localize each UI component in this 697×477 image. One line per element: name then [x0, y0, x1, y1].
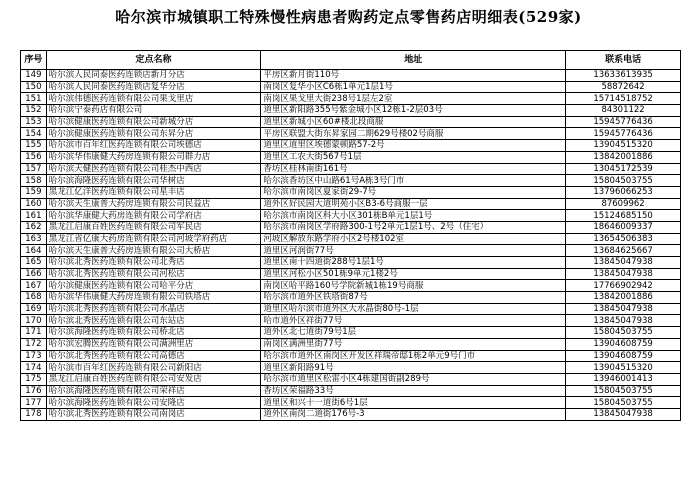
phone-number: 13796066253	[566, 186, 681, 198]
pharmacy-address: 南岗区果戈里大街238号1层左2室	[261, 93, 566, 105]
phone-number: 13845047938	[566, 408, 681, 420]
pharmacy-name: 哈尔滨北秀医药连锁有限公司北秀店	[46, 257, 261, 269]
phone-number: 13904515320	[566, 362, 681, 374]
table-row	[21, 116, 681, 128]
table-row	[21, 338, 681, 350]
phone-number: 13845047938	[566, 303, 681, 315]
row-number: 163	[21, 233, 47, 245]
row-number: 160	[21, 198, 47, 210]
pharmacy-address: 哈尔滨市道里区松雷小区4栋建国街副289号	[261, 373, 566, 385]
pharmacy-name: 哈尔滨北秀医药连锁有限公司高德店	[46, 350, 261, 362]
pharmacy-name: 哈尔滨海隆医药连锁有限公司安隆店	[46, 397, 261, 409]
phone-number: 15714518752	[566, 93, 681, 105]
pharmacy-address: 南岗区复华小区C6栋1单元1层1号	[261, 81, 566, 93]
header-phone: 联系电话	[566, 51, 681, 70]
phone-number: 13904608759	[566, 338, 681, 350]
pharmacy-address: 哈尔滨市南岗区科大小区301栋B单元1层1号	[261, 210, 566, 222]
pharmacy-name: 黑龙江省亿康大药房连锁有限公司河坡学府药店	[46, 233, 261, 245]
phone-number: 15804503755	[566, 385, 681, 397]
pharmacy-address: 道外区南岗二道街176号-3	[261, 408, 566, 420]
row-number: 156	[21, 151, 47, 163]
table-row	[21, 93, 681, 105]
pharmacy-name: 哈尔滨北秀医药连锁有限公司南岗店	[46, 408, 261, 420]
table-row	[21, 327, 681, 339]
pharmacy-address: 道里区工农大街567号1层	[261, 151, 566, 163]
pharmacy-name: 哈尔滨海隆医药连锁有限公司荣祥店	[46, 385, 261, 397]
header-name: 定点名称	[46, 51, 261, 70]
row-number: 175	[21, 373, 47, 385]
phone-number: 13684625667	[566, 245, 681, 257]
pharmacy-address: 道外区好民园大道明苑小区B3-6号商服一层	[261, 198, 566, 210]
table-row	[21, 140, 681, 152]
table-row	[21, 186, 681, 198]
phone-number: 58872642	[566, 81, 681, 93]
pharmacy-address: 道里区南十四道街288号1层1号	[261, 257, 566, 269]
pharmacy-address: 平房区新月街110号	[261, 70, 566, 82]
row-number: 172	[21, 338, 47, 350]
pharmacy-address: 平房区联盟大街东昇家园二期629号楼02号商服	[261, 128, 566, 140]
table-row	[21, 280, 681, 292]
pharmacy-address: 哈尔滨市南岗区学府路300-1号2单元1层1号、2号（住宅）	[261, 221, 566, 233]
pharmacy-name: 哈尔滨健康医药连锁有限公司哈平分店	[46, 280, 261, 292]
pharmacy-address: 道里区道里区埃德蒙顿路57-2号	[261, 140, 566, 152]
pharmacy-address: 道里区和兴十一道街6号1层	[261, 397, 566, 409]
pharmacy-address: 香坊区桂林南街161号	[261, 163, 566, 175]
table-row	[21, 175, 681, 187]
pharmacy-name: 黑龙江启康百姓医药连锁有限公司安发店	[46, 373, 261, 385]
pharmacy-name: 哈尔滨天健医药连锁有限公司桂杰中西店	[46, 163, 261, 175]
pharmacy-address: 道里区新阳路355号紫金城小区12栋1-2层03号	[261, 105, 566, 117]
phone-number: 15945776436	[566, 116, 681, 128]
row-number: 178	[21, 408, 47, 420]
pharmacy-table	[20, 50, 681, 421]
table-row	[21, 163, 681, 175]
phone-number: 15804503755	[566, 397, 681, 409]
row-number: 158	[21, 175, 47, 187]
table-row	[21, 408, 681, 420]
pharmacy-name: 哈尔滨人民同泰医药连锁店复华分店	[46, 81, 261, 93]
row-number: 174	[21, 362, 47, 374]
table-row	[21, 268, 681, 280]
row-number: 154	[21, 128, 47, 140]
pharmacy-address: 哈尔滨香坊区中山路61号A栋3号门市	[261, 175, 566, 187]
row-number: 159	[21, 186, 47, 198]
pharmacy-name: 哈尔滨北秀医药连锁有限公司河松店	[46, 268, 261, 280]
table-body	[21, 70, 681, 421]
row-number: 167	[21, 280, 47, 292]
phone-number: 13045172539	[566, 163, 681, 175]
phone-number: 15124685150	[566, 210, 681, 222]
pharmacy-address: 道里区新城小区60#楼北段商服	[261, 116, 566, 128]
table-row	[21, 292, 681, 304]
phone-number: 13842001886	[566, 292, 681, 304]
phone-number: 87609962	[566, 198, 681, 210]
table-row	[21, 397, 681, 409]
row-number: 173	[21, 350, 47, 362]
pharmacy-name: 哈尔滨健康医药连锁有限公司新城分店	[46, 116, 261, 128]
row-number: 162	[21, 221, 47, 233]
row-number: 164	[21, 245, 47, 257]
pharmacy-name: 哈尔滨宏腾医药连锁有限公司满洲里店	[46, 338, 261, 350]
phone-number: 13845047938	[566, 257, 681, 269]
row-number: 170	[21, 315, 47, 327]
table-row	[21, 151, 681, 163]
pharmacy-address: 河坡区解放东路学府小区2号楼102室	[261, 233, 566, 245]
pharmacy-name: 黑龙江亿洋医药连锁有限公司星丰店	[46, 186, 261, 198]
table-row	[21, 233, 681, 245]
phone-number: 15945776436	[566, 128, 681, 140]
phone-number: 15804503755	[566, 175, 681, 187]
header-address: 地址	[261, 51, 566, 70]
pharmacy-address: 道里区河松小区501栋9单元1楼2号	[261, 268, 566, 280]
pharmacy-name: 哈尔滨华伟康健大药房连锁有限公司铁塔店	[46, 292, 261, 304]
pharmacy-address: 哈尔滨市道外区南岗区开发区祥瑞帝邸1栋2单元9号门市	[261, 350, 566, 362]
table-row	[21, 81, 681, 93]
pharmacy-name: 哈尔滨华康健大药房连锁有限公司学府店	[46, 210, 261, 222]
phone-number: 84301122	[566, 105, 681, 117]
pharmacy-address: 香坊区荣福路33号	[261, 385, 566, 397]
table-row	[21, 303, 681, 315]
table-header-row	[21, 51, 681, 70]
phone-number: 13946001413	[566, 373, 681, 385]
pharmacy-name: 哈尔滨海隆医药连锁有限公司桥北店	[46, 327, 261, 339]
pharmacy-address: 哈尔滨市道外区铁塔街87号	[261, 292, 566, 304]
row-number: 152	[21, 105, 47, 117]
pharmacy-name: 哈尔滨北秀医药连锁有限公司东站店	[46, 315, 261, 327]
row-number: 176	[21, 385, 47, 397]
pharmacy-address: 道里区河润街77号	[261, 245, 566, 257]
row-number: 177	[21, 397, 47, 409]
pharmacy-address: 南岗区哈平路160号学院新城1栋19号商服	[261, 280, 566, 292]
table-row	[21, 198, 681, 210]
header-no: 序号	[21, 51, 47, 70]
table-row	[21, 373, 681, 385]
pharmacy-name: 哈尔滨天生康普大药房连锁有限公司民益店	[46, 198, 261, 210]
row-number: 151	[21, 93, 47, 105]
phone-number: 13904608759	[566, 350, 681, 362]
table-row	[21, 128, 681, 140]
pharmacy-name: 黑龙江启康百姓医药连锁有限公司军民店	[46, 221, 261, 233]
pharmacy-address: 南岗区满洲里街77号	[261, 338, 566, 350]
row-number: 153	[21, 116, 47, 128]
phone-number: 18646009337	[566, 221, 681, 233]
table-row	[21, 257, 681, 269]
table-row	[21, 350, 681, 362]
row-number: 168	[21, 292, 47, 304]
row-number: 150	[21, 81, 47, 93]
pharmacy-address: 道外区北七道街79号1层	[261, 327, 566, 339]
row-number: 166	[21, 268, 47, 280]
pharmacy-name: 哈尔滨宁泰药店有限公司	[46, 105, 261, 117]
row-number: 161	[21, 210, 47, 222]
phone-number: 13845047938	[566, 315, 681, 327]
pharmacy-address: 道里区哈尔滨市道外区大水晶街80号-1层	[261, 303, 566, 315]
table-row	[21, 105, 681, 117]
pharmacy-address: 哈市道外区祥街77号	[261, 315, 566, 327]
pharmacy-name: 哈尔滨市百年红医药连锁有限公司埃德店	[46, 140, 261, 152]
row-number: 155	[21, 140, 47, 152]
table-row	[21, 385, 681, 397]
pharmacy-address: 道里区新阳路91号	[261, 362, 566, 374]
pharmacy-name: 哈尔滨伟德医药连锁有限公司果戈里店	[46, 93, 261, 105]
pharmacy-name: 哈尔滨市百年红医药连锁有限公司新阳店	[46, 362, 261, 374]
row-number: 157	[21, 163, 47, 175]
pharmacy-name: 哈尔滨北秀医药连锁有限公司水晶店	[46, 303, 261, 315]
phone-number: 13633613935	[566, 70, 681, 82]
phone-number: 13904515320	[566, 140, 681, 152]
row-number: 169	[21, 303, 47, 315]
table-row	[21, 362, 681, 374]
pharmacy-address: 哈尔滨市南岗区夏家街29-7号	[261, 186, 566, 198]
phone-number: 17766902942	[566, 280, 681, 292]
pharmacy-name: 哈尔滨华伟康健大药房连锁有限公司群力店	[46, 151, 261, 163]
table-row	[21, 210, 681, 222]
pharmacy-name: 哈尔滨人民同泰医药连锁店新月分店	[46, 70, 261, 82]
pharmacy-name: 哈尔滨海隆医药连锁有限公司华树店	[46, 175, 261, 187]
phone-number: 13654506383	[566, 233, 681, 245]
pharmacy-name: 哈尔滨天生康普大药房连锁有限公司大桥店	[46, 245, 261, 257]
row-number: 171	[21, 327, 47, 339]
phone-number: 15804503755	[566, 327, 681, 339]
table-row	[21, 245, 681, 257]
row-number: 149	[21, 70, 47, 82]
phone-number: 13845047938	[566, 268, 681, 280]
row-number: 165	[21, 257, 47, 269]
table-row	[21, 70, 681, 82]
pharmacy-name: 哈尔滨健康医药连锁有限公司东昇分店	[46, 128, 261, 140]
phone-number: 13842001886	[566, 151, 681, 163]
document-title: 哈尔滨市城镇职工特殊慢性病患者购药定点零售药店明细表(529家)	[115, 8, 582, 26]
table-row	[21, 221, 681, 233]
table-row	[21, 315, 681, 327]
